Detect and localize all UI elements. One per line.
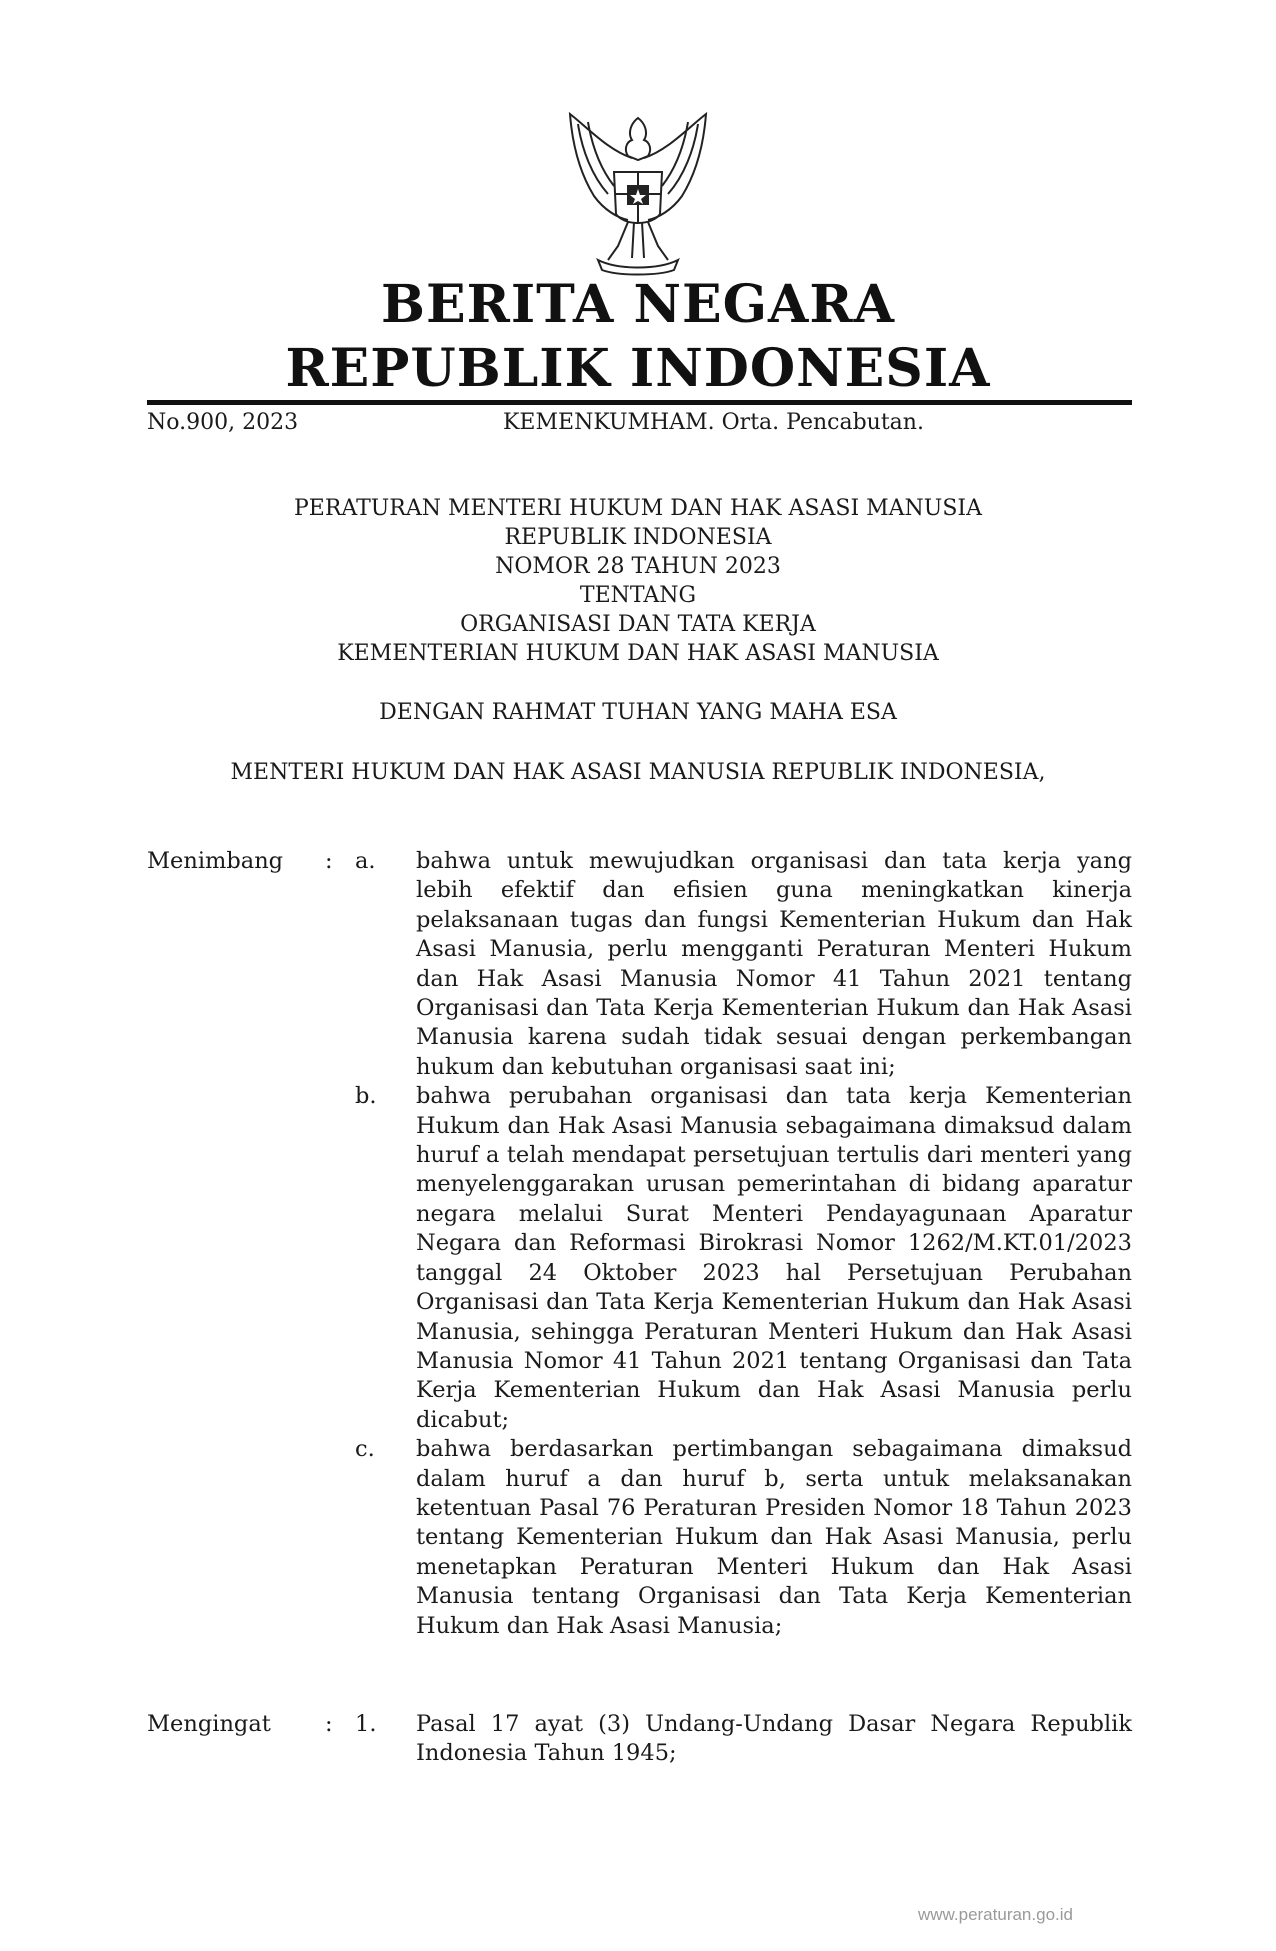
title-line: TENTANG <box>579 583 697 608</box>
menimbang-item <box>147 847 1132 1082</box>
menimbang-colon: : <box>325 848 333 874</box>
mengingat-item <box>147 1710 1132 1769</box>
title-line: REPUBLIK INDONESIA <box>504 525 772 550</box>
masthead-divider <box>147 400 1132 405</box>
item-text: bahwa untuk mewujudkan organisasi dan tata kerja yang lebih efektif dan efisien guna meningkatkan kinerja pelaksanaan tugas dan fungsi Kementerian Hukum dan Hak Asasi Manusia, perlu mengganti Peraturan Menteri Hukum dan Hak Asasi Manusia Nomor 41 Tahun 2021 tentang Organisasi dan Tata Kerja Kementerian Hukum dan Hak Asasi Manusia karena sudah tidak sesuai dengan perkembangan hukum dan kebutuhan organisasi saat ini; <box>416 848 1132 1080</box>
item-text: bahwa berdasarkan pertimbangan sebagaimana dimaksud dalam huruf a dan huruf b, serta untuk melaksanakan ketentuan Pasal 76 Peraturan Presiden Nomor 18 Tahun 2023 tentang Kementerian Hukum dan Hak Asasi Manusia, perlu menetapkan Peraturan Menteri Hukum dan Hak Asasi Manusia tentang Organisasi dan Tata Kerja Kementerian Hukum dan Hak Asasi Manusia; <box>416 1436 1132 1639</box>
issue-number: No.900, 2023 <box>147 410 299 435</box>
masthead-title-line2: REPUBLIK INDONESIA <box>285 338 991 399</box>
website-footer[interactable]: www.peraturan.go.id <box>918 1905 1073 1924</box>
menimbang-label: Menimbang <box>147 848 284 874</box>
masthead-title-line1: BERITA NEGARA <box>381 274 895 335</box>
menimbang-item <box>147 1435 1132 1641</box>
item-marker: b. <box>355 1083 377 1110</box>
title-line: ORGANISASI DAN TATA KERJA <box>460 612 816 637</box>
title-line: KEMENTERIAN HUKUM DAN HAK ASASI MANUSIA <box>337 641 939 666</box>
regulation-title <box>0 494 1276 668</box>
title-line: PERATURAN MENTERI HUKUM DAN HAK ASASI MANUSIA <box>293 496 982 521</box>
garuda-emblem <box>548 110 728 280</box>
item-marker: 1. <box>355 1711 377 1737</box>
item-marker: c. <box>355 1436 375 1463</box>
title-line: NOMOR 28 TAHUN 2023 <box>495 554 781 579</box>
item-marker: a. <box>355 848 376 874</box>
item-text: bahwa perubahan organisasi dan tata kerja Kementerian Hukum dan Hak Asasi Manusia sebagaimana dimaksud dalam huruf a telah mendapat persetujuan tertulis dari menteri yang menyelenggarakan urusan pemerintahan di bidang aparatur negara melalui Surat Menteri Pendayagunaan Aparatur Negara dan Reformasi Birokrasi Nomor 1262/M.KT.01/2023 tanggal 24 Oktober 2023 hal Persetujuan Perubahan Organisasi dan Tata Kerja Kementerian Hukum dan Hak Asasi Manusia, sehingga Peraturan Menteri Hukum dan Hak Asasi Manusia Nomor 41 Tahun 2021 tentang Organisasi dan Tata Kerja Kementerian Hukum dan Hak Asasi Manusia perlu dicabut; <box>416 1083 1132 1433</box>
mengingat-colon: : <box>325 1711 333 1737</box>
masthead <box>0 273 1276 401</box>
menimbang-section <box>147 847 1132 1641</box>
invocation: DENGAN RAHMAT TUHAN YANG MAHA ESA <box>379 700 897 725</box>
menimbang-item <box>147 1082 1132 1435</box>
authority-line: MENTERI HUKUM DAN HAK ASASI MANUSIA REPUBLIK INDONESIA, <box>230 760 1046 785</box>
item-text: Pasal 17 ayat (3) Undang-Undang Dasar Negara Republik Indonesia Tahun 1945; <box>416 1711 1132 1767</box>
mengingat-label: Mengingat <box>147 1711 271 1737</box>
mengingat-section <box>147 1710 1132 1769</box>
issue-category: KEMENKUMHAM. Orta. Pencabutan. <box>503 410 924 435</box>
